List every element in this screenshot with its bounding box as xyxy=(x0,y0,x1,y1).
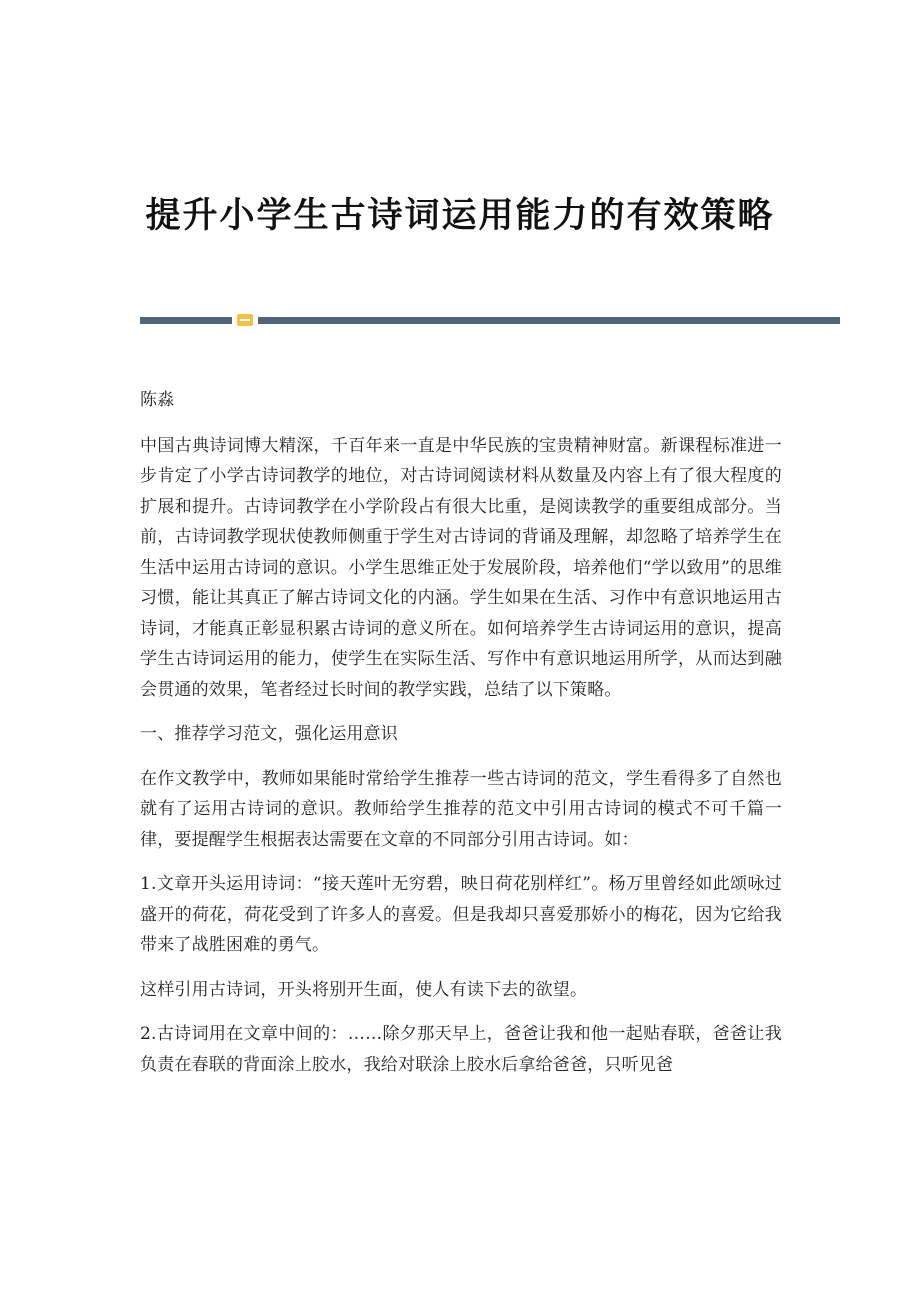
body-paragraph: 这样引用古诗词，开头将别开生面，使人有读下去的欲望。 xyxy=(140,979,588,1000)
document-body xyxy=(140,385,782,1086)
author-name: 陈淼 xyxy=(140,390,175,410)
body-paragraph: 2.古诗词用在文章中间的：……除夕那天早上，爸爸让我和他一起贴春联，爸爸让我负责在春联的背面涂上胶水，我给对联涂上胶水后拿给爸爸，只听见爸 xyxy=(140,1024,782,1075)
divider-mark-icon xyxy=(237,314,253,326)
title-divider xyxy=(140,314,840,326)
body-paragraph: 在作文教学中，教师如果能时常给学生推荐一些古诗词的范文，学生看得多了自然也就有了运用古诗词的意识。教师给学生推荐的范文中引用古诗词的模式不可千篇一律，要提醒学生根据表达需要在文章的不同部分引用古诗词。如： xyxy=(140,768,782,850)
body-paragraph: 1.文章开头运用诗词：“接天莲叶无穷碧，映日荷花别样红”。杨万里曾经如此颂咏过盛开的荷花，荷花受到了许多人的喜爱。但是我却只喜爱那娇小的梅花，因为它给我带来了战胜困难的勇气。 xyxy=(140,874,782,955)
document-title: 提升小学生古诗词运用能力的有效策略 xyxy=(145,195,775,236)
divider-bar-left xyxy=(140,317,232,324)
body-paragraph: 中国古典诗词博大精深，千百年来一直是中华民族的宝贵精神财富。新课程标准进一步肯定了小学古诗词教学的地位，对古诗词阅读材料从数量及内容上有了很大程度的扩展和提升。古诗词教学在小学阶段占有很大比重，是阅读教学的重要组成部分。当前，古诗词教学现状使教师侧重于学生对古诗词的背诵及理解，却忽略了培养学生在生活中运用古诗词的意识。小学生思维正处于发展阶段，培养他们“学以致用”的思维习惯，能让其真正了解古诗词文化的内涵。学生如果在生活、习作中有意识地运用古诗词，才能真正彰显积累古诗词的意义所在。如何培养学生古诗词运用的意识，提高学生古诗词运用的能力，使学生在实际生活、写作中有意识地运用所学，从而达到融会贯通的效果，笔者经过长时间的教学实践，总结了以下策略。 xyxy=(140,435,782,700)
divider-bar-right xyxy=(258,317,840,324)
section-heading: 一、推荐学习范文，强化运用意识 xyxy=(140,724,398,744)
